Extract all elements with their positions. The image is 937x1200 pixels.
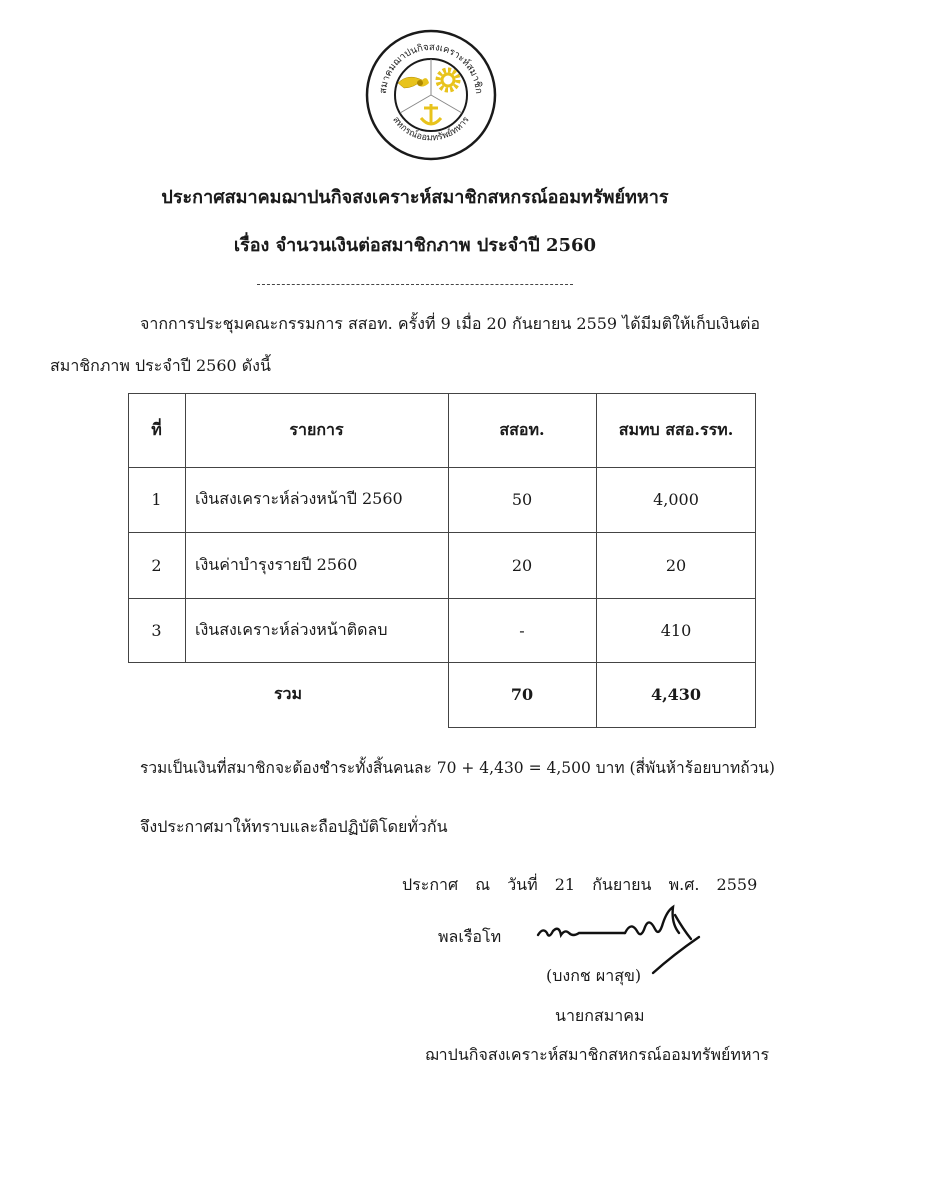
table-row-3-contribution: 410 <box>660 620 692 640</box>
association-logo <box>364 28 498 162</box>
table-row-2-contribution: 20 <box>665 555 687 575</box>
table-row-2-ssot: 20 <box>511 555 533 575</box>
signer-rank: พลเรือโท <box>438 927 502 946</box>
table-total-ssot: 70 <box>510 685 534 704</box>
table-row-1-item: เงินสงเคราะห์ล่วงหน้าปี 2560 <box>195 489 403 508</box>
table-total-label: รวม <box>273 684 303 703</box>
table-row-1-no: 1 <box>151 490 162 509</box>
svg-text:สหกรณ์ออมทรัพย์ทหาร: สหกรณ์ออมทรัพย์ทหาร <box>390 115 472 144</box>
svg-text:สมาคมฌาปนกิจสงเคราะห์สมาชิก: สมาคมฌาปนกิจสงเคราะห์สมาชิก <box>377 41 485 95</box>
announcement-subject: เรื่อง จำนวนเงินต่อสมาชิกภาพ ประจำปี 2560 <box>233 235 597 256</box>
table-row-1-ssot: 50 <box>511 490 533 509</box>
table-row-3-item: เงินสงเคราะห์ล่วงหน้าติดลบ <box>195 619 388 639</box>
table-row-2-no: 2 <box>151 555 162 575</box>
anchor-icon <box>421 104 441 124</box>
intro-paragraph-line2: สมาชิกภาพ ประจำปี 2560 ดังนี้ <box>50 356 271 375</box>
announcement-title: ประกาศสมาคมฌาปนกิจสงเคราะห์สมาชิกสหกรณ์ออมทรัพย์ทหาร <box>161 187 669 208</box>
table-total-contribution: 4,430 <box>650 685 702 704</box>
title-divider <box>257 284 573 285</box>
wings-icon <box>398 77 429 88</box>
signer-organization: ฌาปนกิจสงเคราะห์สมาชิกสหกรณ์ออมทรัพย์ทหาร <box>425 1045 770 1064</box>
header-contribution: สมทบ สสอ.รรท. <box>618 419 734 439</box>
table-row-1-contribution: 4,000 <box>653 490 699 509</box>
table-row-3-no: 3 <box>151 620 162 640</box>
announcement-date: ประกาศ ณ วันที่ 21 กันยายน พ.ศ. 2559 <box>402 875 758 894</box>
intro-paragraph-line1: จากการประชุมคณะกรรมการ สสอท. ครั้งที่ 9 เมื่อ 20 กันยายน 2559 ได้มีมติให้เก็บเงินต่อ <box>140 314 760 333</box>
payment-summary: รวมเป็นเงินที่สมาชิกจะต้องชำระทั้งสิ้นคนละ 70 + 4,430 = 4,500 บาท (สี่พันห้าร้อยบาทถ้วน) <box>140 759 775 777</box>
header-ssot: สสอท. <box>499 419 545 439</box>
table-row-3-ssot: - <box>519 620 525 640</box>
header-item: รายการ <box>289 419 344 439</box>
header-no: ที่ <box>151 419 162 439</box>
signer-position: นายกสมาคม <box>555 1006 645 1025</box>
signer-name: (บงกช ผาสุข) <box>546 966 642 985</box>
announce-line: จึงประกาศมาให้ทราบและถือปฏิบัติโดยทั่วกัน <box>140 817 448 836</box>
gear-icon <box>438 70 458 90</box>
table-row-2-item: เงินค่าบำรุงรายปี 2560 <box>195 554 358 574</box>
